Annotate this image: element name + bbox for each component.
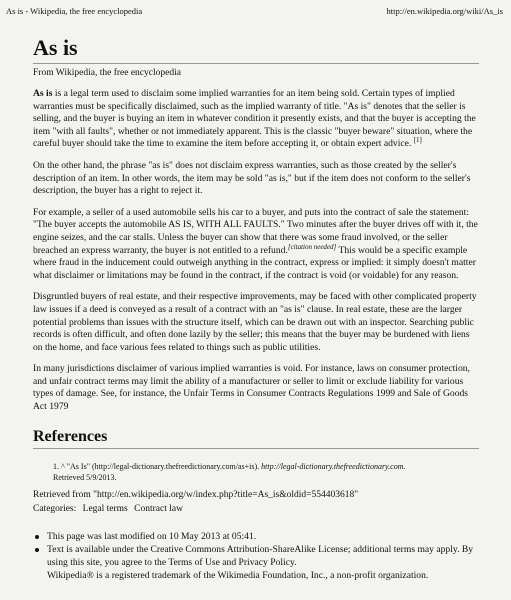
category-link-legal-terms[interactable]: Legal terms: [82, 503, 128, 514]
categories-label: Categories:: [33, 503, 77, 514]
bullet-icon: [35, 535, 39, 539]
title-divider: [33, 63, 479, 64]
footer-license-text: Text is available under the Creative Commons Attribution-ShareAlike License; additional terms may apply. By using this site, you agree to the Terms of Use and Privacy Policy.: [47, 544, 474, 568]
references-heading: References: [33, 427, 108, 445]
paragraph-real-estate: Disgruntled buyers of real estate, and their respective improvements, may be faced with other complicated property law issues if a deed is conveyed as a result of a contract with an "as is" clause. In real estate, these are the larger potential problems than issues with the structure itself, which can be drawn out with an inspector. Searching public records is often difficult, and often done lazily by the seller; this means that the buyer may be burdened with liens on the home, and face various fees related to things such as public utilities.: [33, 291, 477, 353]
footer-trademark-text: Wikipedia® is a registered trademark of the Wikimedia Foundation, Inc., a non-profit organization.: [47, 570, 429, 582]
page-title: As is: [33, 35, 78, 60]
reference-1-text[interactable]: 1. ^ "As Is" (http://legal-dictionary.thefreedictionary.com/as+is).: [53, 461, 262, 471]
bullet-icon: [35, 548, 39, 552]
paragraph-express-warranties: On the other hand, the phrase "as is" does not disclaim express warranties, such as those created by the seller's description of an item. In other words, the item may be sold "as is," but if the item does not conform to the seller's description, the buyer has a right to reject it.: [33, 159, 471, 197]
print-header-url: http://en.wikipedia.org/wiki/As_is: [386, 6, 503, 16]
paragraph-example: [33, 207, 479, 283]
footer-modified-item: [33, 531, 479, 544]
references-divider: [33, 448, 479, 449]
reference-link-1[interactable]: [1]: [413, 136, 422, 145]
categories-bar: [33, 503, 479, 515]
print-header-title: As is - Wikipedia, the free encyclopedia: [6, 6, 143, 16]
paragraph-example-text-a: For example, a seller of a used automobile sells his car to a buyer, and puts into the contract of sale the statement: "The buyer accepts the automobile AS IS, WITH ALL FAULTS." Two minutes after the buyer drives off with it, the engine seizes, and the car stalls. Unless the buyer can show that there was some fraud involved, or the seller breached an express warranty, the buyer is not entitled to a refund.: [33, 206, 478, 256]
paragraph-example-text-b: This would be a specific example where fraud in the inducement could outweigh anything in the contract, express or implied: it simply doesn't matter what disclaimer or limitations may be found in the contract, if the contract is void (or voidable) for any reason.: [33, 244, 476, 281]
site-tagline: From Wikipedia, the free encyclopedia: [33, 68, 181, 78]
citation-needed-link[interactable]: [citation needed]: [287, 242, 337, 251]
category-link-contract-law[interactable]: Contract law: [134, 503, 183, 514]
reference-list-item: [53, 461, 479, 483]
article-content: [33, 36, 479, 583]
paragraph-intro: [33, 88, 479, 151]
retrieved-from-link[interactable]: Retrieved from "http://en.wikipedia.org/w/index.php?title=As_is&oldid=554403618": [33, 489, 359, 500]
reference-1-retrieved: Retrieved 5/9/2013.: [53, 472, 117, 482]
page-footer: [33, 531, 479, 583]
footer-modified-text: This page was last modified on 10 May 2013 at 05:41.: [47, 530, 257, 542]
reference-1-source[interactable]: http://legal-dictionary.thefreedictionary.com.: [261, 461, 406, 471]
term-bold: As is: [33, 88, 53, 99]
footer-license-item: [33, 544, 479, 569]
paragraph-intro-text: is a legal term used to disclaim some implied warranties for an item being sold. Certain types of implied warranties must be specifically disclaimed, such as the implied warranty of title. "As is" denotes that the seller is selling, and the buyer is buying an item in whatever condition it presently exists, and that the buyer is accepting the item "with all faults", whether or not immediately apparent. This is the classic "buyer beware" situation, where the careful buyer should take the time to examine the item before accepting it, or obtain expert advice.: [33, 88, 476, 150]
paragraph-jurisdictions: In many jurisdictions disclaimer of various implied warranties is void. For instance, laws on consumer protection, and unfair contract terms may limit the ability of a manufacturer or seller to limit or exclude liability for various types of damage. See, for instance, the Unfair Terms in Consumer Contracts Regulations 1999 and Sale of Goods Act 1979: [33, 363, 470, 413]
print-header: [6, 6, 503, 18]
